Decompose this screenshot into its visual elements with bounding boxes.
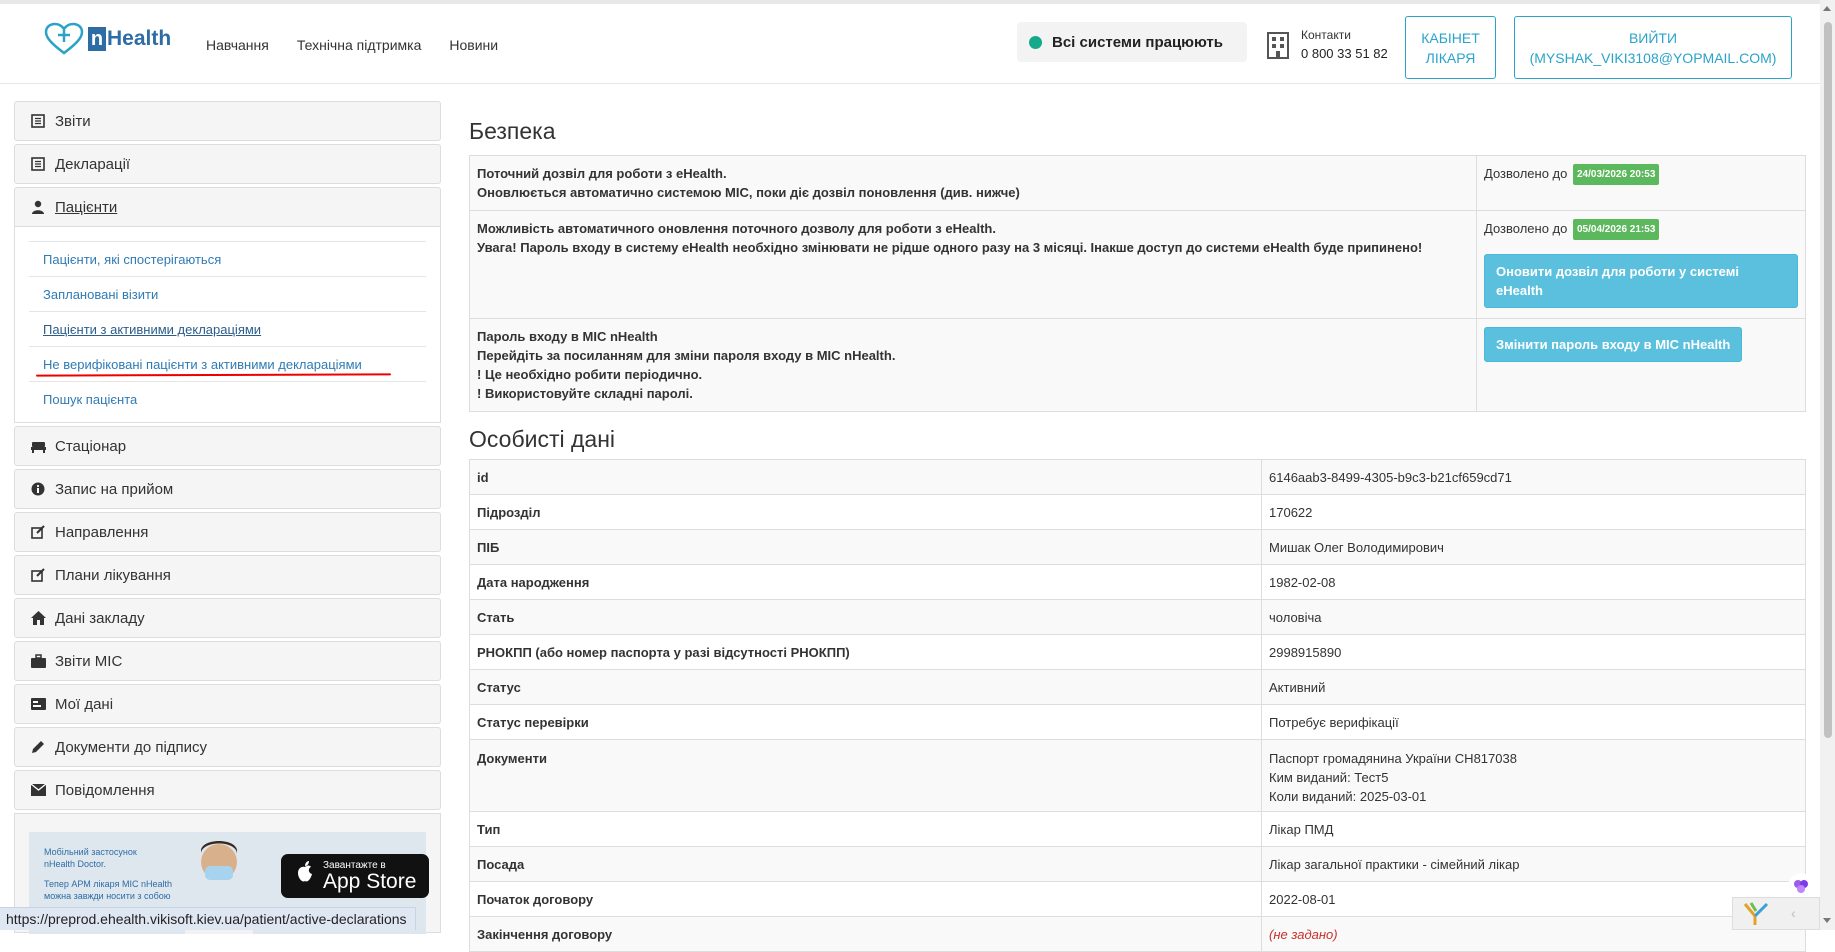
nav-news[interactable]: Новини: [449, 37, 499, 53]
table-row: [470, 705, 1806, 740]
sidebar-item-treatment-plans[interactable]: [14, 555, 441, 595]
list-alt-icon: [30, 113, 46, 129]
sidebar-item-label: Пацієнти: [55, 198, 118, 216]
sidebar-item-declarations[interactable]: [14, 144, 441, 184]
scroll-up-arrow-icon[interactable]: [1823, 6, 1831, 11]
doctor-cabinet-button[interactable]: [1405, 16, 1496, 79]
logout-email: (MYSHAK_VIKI3108@YOPMAIL.COM): [1529, 49, 1777, 66]
submenu-planned-visits[interactable]: Заплановані візити: [29, 276, 426, 311]
logo[interactable]: [44, 22, 171, 56]
table-row: [470, 847, 1806, 882]
user-icon: [30, 199, 46, 215]
scroll-down-arrow-icon[interactable]: [1823, 918, 1831, 923]
security-row-text: [470, 156, 1477, 211]
status-ok-icon: [1029, 36, 1042, 49]
security-row-status: [1477, 156, 1806, 211]
nav-support[interactable]: Технічна підтримка: [296, 37, 422, 53]
allowed-label: Дозволено до: [1484, 166, 1568, 181]
row-text: Перейдіть за посиланням для зміни пароля входу в МІС nHealth.: [477, 348, 896, 363]
top-nav: [206, 37, 498, 53]
sidebar-item-facility-data[interactable]: [14, 598, 441, 638]
sidebar-item-mis-reports[interactable]: [14, 641, 441, 681]
banner-text: [44, 846, 194, 902]
patients-submenu: [14, 227, 441, 423]
date-badge: 05/04/2026 21:53: [1573, 219, 1659, 240]
security-row-status: [1477, 319, 1806, 412]
table-row: [470, 460, 1806, 495]
submenu-observed-patients[interactable]: Пацієнти, які спостерігаються: [29, 241, 426, 276]
sidebar-item-hospital[interactable]: [14, 426, 441, 466]
bed-icon: [30, 438, 46, 454]
sidebar-item-label: Дані закладу: [55, 609, 145, 627]
field-value: 170622: [1262, 495, 1806, 530]
field-value: Лікар загальної практики - сімейний лікар: [1262, 847, 1806, 882]
cabinet-line2: ЛІКАРЯ: [1425, 49, 1476, 66]
allowed-label: Дозволено до: [1484, 221, 1568, 236]
security-title: Безпека: [469, 118, 556, 144]
change-password-button[interactable]: Змінити пароль входу в МІС nHealth: [1484, 327, 1742, 362]
status-url-bar: https://preprod.ehealth.vikisoft.kiev.ua/patient/active-declarations: [0, 907, 416, 930]
top-bar: [0, 0, 1820, 84]
not-set-value: (не задано): [1269, 926, 1338, 942]
page-scrollbar[interactable]: [1820, 0, 1835, 930]
sidebar-item-label: Звіти МІС: [55, 652, 123, 670]
banner-line: Тепер АРМ лікаря МІС nHealth: [44, 879, 172, 889]
system-status-text: Всі системи працюють: [1052, 33, 1223, 51]
apple-icon: [295, 861, 315, 891]
field-key: Тип: [470, 812, 1262, 847]
sidebar-item-label: Документи до підпису: [55, 738, 208, 756]
renew-permission-button[interactable]: Оновити дозвіл для роботи у системі eHealth: [1484, 254, 1798, 308]
envelope-icon: [30, 782, 46, 798]
row-text: ! Це необхідно робити періодично.: [477, 367, 703, 382]
field-key: Статус: [470, 670, 1262, 705]
field-key: Документи: [470, 740, 1262, 812]
row-text: Пароль входу в МІС nHealth: [477, 329, 658, 344]
table-row: [470, 812, 1806, 847]
sidebar-item-referrals[interactable]: [14, 512, 441, 552]
app-store-button[interactable]: [281, 854, 429, 898]
store-name: App Store: [323, 869, 417, 893]
document-line: Коли виданий: 2025-03-01: [1269, 789, 1427, 804]
briefcase-icon: [30, 653, 46, 669]
yii-logo-icon: [1743, 902, 1769, 932]
submenu-active-declarations[interactable]: Пацієнти з активними деклараціями: [29, 311, 426, 346]
table-row: [470, 211, 1806, 319]
main-content: [469, 118, 1806, 952]
table-row: [470, 882, 1806, 917]
field-key: Стать: [470, 600, 1262, 635]
cabinet-line1: КАБІНЕТ: [1421, 29, 1480, 46]
sidebar-item-documents-to-sign[interactable]: [14, 727, 441, 767]
field-value: чоловіча: [1262, 600, 1806, 635]
field-value: [1262, 917, 1806, 952]
field-value: Лікар ПМД: [1262, 812, 1806, 847]
document-line: Ким виданий: Тест5: [1269, 770, 1389, 785]
sidebar: [14, 101, 441, 933]
table-row: [470, 600, 1806, 635]
nav-training[interactable]: Навчання: [206, 37, 269, 53]
logo-text: Health: [107, 27, 172, 50]
logo-n-mark: n: [88, 27, 106, 51]
date-badge: 24/03/2026 20:53: [1573, 164, 1659, 185]
sidebar-item-label: Плани лікування: [55, 566, 171, 584]
sidebar-item-label: Звіти: [55, 112, 91, 130]
contacts-label: Контакти: [1301, 28, 1351, 42]
sidebar-item-label: Запис на прийом: [55, 480, 174, 498]
row-text: Оновлюється автоматично системою МІС, поки діє дозвіл поновлення (див. нижче): [477, 185, 1020, 200]
field-value-documents: [1262, 740, 1806, 812]
banner-line: nHealth Doctor.: [44, 859, 107, 869]
sidebar-item-label: Повідомлення: [55, 781, 155, 799]
system-status[interactable]: [1017, 22, 1247, 62]
table-row: [470, 917, 1806, 952]
field-key: Початок договору: [470, 882, 1262, 917]
sidebar-item-label: Мої дані: [55, 695, 114, 713]
list-alt-icon: [30, 156, 46, 172]
security-row-status: [1477, 211, 1806, 319]
table-row: [470, 156, 1806, 211]
row-text: Поточний дозвіл для роботи з eHealth.: [477, 166, 727, 181]
field-key: Статус перевірки: [470, 705, 1262, 740]
sidebar-item-reports[interactable]: [14, 101, 441, 141]
logout-button[interactable]: [1514, 16, 1792, 79]
banner-line: Мобільний застосунок: [44, 847, 137, 857]
field-key: Дата народження: [470, 565, 1262, 600]
heart-logo-icon: [44, 22, 84, 56]
field-key: id: [470, 460, 1262, 495]
pencil-icon: [30, 739, 46, 755]
row-text: Увага! Пароль входу в систему eHealth необхідно змінювати не рідше одного разу на 3 місяці. Інакше доступ до системи eHealth буде припинено!: [477, 240, 1423, 255]
sidebar-item-label: Декларації: [55, 155, 131, 173]
field-value: Потребує верифікації: [1262, 705, 1806, 740]
field-value: 6146aab3-8499-4305-b9c3-b21cf659cd71: [1262, 460, 1806, 495]
assistant-floating-icon[interactable]: [1788, 873, 1814, 899]
field-key: Закінчення договору: [470, 917, 1262, 952]
sidebar-item-appointment[interactable]: [14, 469, 441, 509]
row-text: ! Використовуйте складні паролі.: [477, 386, 693, 401]
personal-data-table: [469, 459, 1806, 952]
sidebar-item-label: Направлення: [55, 523, 149, 541]
table-row: [470, 670, 1806, 705]
field-value: 1982-02-08: [1262, 565, 1806, 600]
logout-line1: ВИЙТИ: [1628, 29, 1678, 46]
card-icon: [30, 696, 46, 712]
security-table: [469, 155, 1806, 412]
submenu-patient-search[interactable]: Пошук пацієнта: [29, 381, 426, 416]
contacts-phone[interactable]: 0 800 33 51 82: [1301, 46, 1388, 61]
edit-icon: [30, 524, 46, 540]
debug-toolbar[interactable]: [1732, 897, 1820, 930]
banner-line: можна завжди носити з собою: [44, 891, 171, 901]
field-key: Підрозділ: [470, 495, 1262, 530]
contacts: [1265, 28, 1388, 61]
info-icon: [30, 481, 46, 497]
scroll-thumb[interactable]: [1824, 22, 1832, 738]
security-row-text: [470, 211, 1477, 319]
row-text: Можливість автоматичного оновлення поточного дозволу для роботи з eHealth.: [477, 221, 996, 236]
security-row-text: [470, 319, 1477, 412]
table-row: [470, 635, 1806, 670]
building-icon: [1265, 30, 1291, 60]
home-icon: [30, 610, 46, 626]
document-line: Паспорт громадянина України СН817038: [1269, 751, 1517, 766]
table-row: [470, 565, 1806, 600]
submenu-unverified-patients[interactable]: Не верифіковані пацієнти з активними деклараціями: [29, 346, 426, 381]
field-key: РНОКПП (або номер паспорта у разі відсутності РНОКПП): [470, 635, 1262, 670]
field-key: ПІБ: [470, 530, 1262, 565]
field-value: 2998915890: [1262, 635, 1806, 670]
store-top-text: Завантажте в: [323, 859, 386, 871]
sidebar-item-my-data[interactable]: [14, 684, 441, 724]
table-row: [470, 319, 1806, 412]
table-row: [470, 530, 1806, 565]
sidebar-item-patients[interactable]: [14, 187, 441, 227]
table-row: [470, 495, 1806, 530]
field-value: Мишак Олег Володимирович: [1262, 530, 1806, 565]
field-key: Посада: [470, 847, 1262, 882]
chevron-left-icon[interactable]: ‹: [1791, 905, 1796, 921]
personal-data-title: Особисті дані: [469, 426, 616, 452]
table-row: [470, 740, 1806, 812]
edit-icon: [30, 567, 46, 583]
field-value: 2022-08-01: [1262, 882, 1806, 917]
sidebar-item-label: Стаціонар: [55, 437, 127, 455]
sidebar-item-messages[interactable]: [14, 770, 441, 810]
field-value: Активний: [1262, 670, 1806, 705]
